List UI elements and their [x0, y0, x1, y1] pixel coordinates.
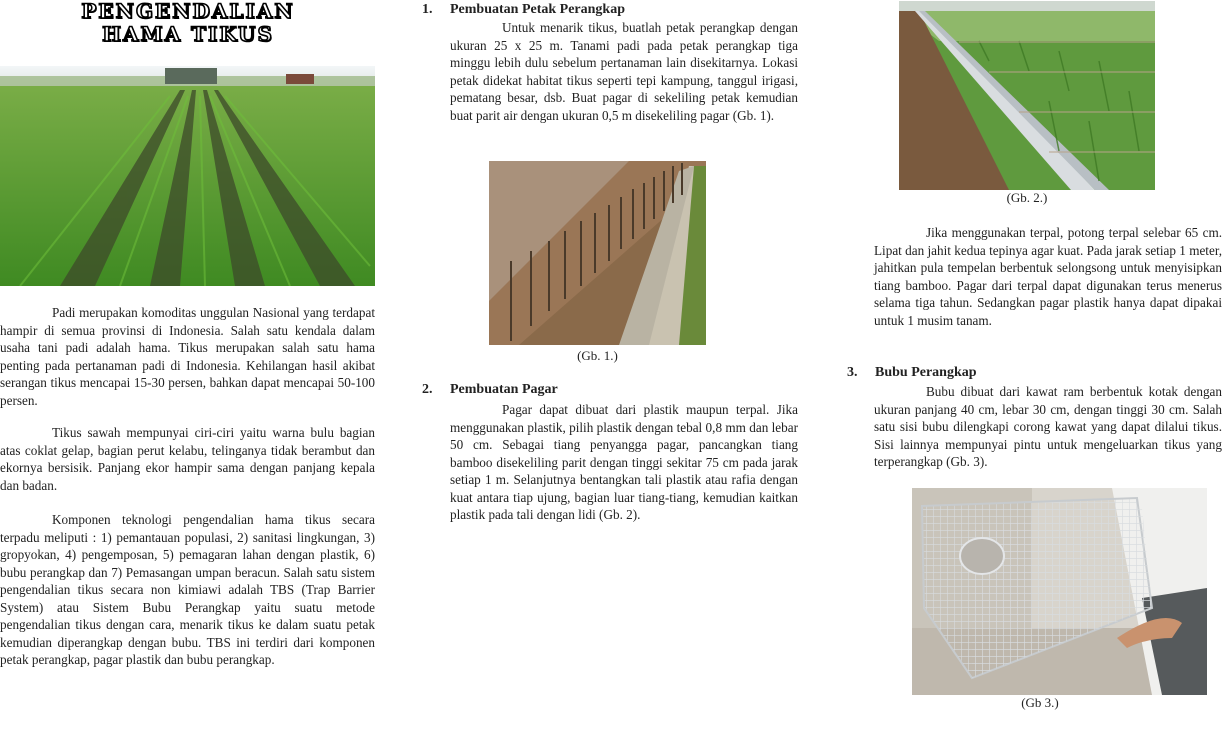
- title-line-2: HAMA TIKUS: [102, 22, 274, 46]
- section-2-number: 2.: [422, 382, 433, 397]
- intro-paragraph-3: Komponen teknologi pengendalian hama tikus secara terpadu meliputi : 1) pemantauan populasi, 2) sanitasi lingkungan, 3) gropyokan, 4) pengemposan, 5) pemagaran lahan dengan plastik, 6) bubu perangkap dan 7) Pemasangan umpan beracun. Salah satu sistem pengendalian tikus secara non kimiawi adalah TBS (Trap Barrier System) atau Sistem Bubu Perangkap yaitu suatu metode pengendalian tikus dengan cara, menarik tikus ke dalam suatu petak kemudian diperangkap dengan bubu. TBS ini terdiri dari komponen petak perangkap, pagar plastik dan bubu perangkap.: [0, 512, 375, 667]
- figure-3-caption: (Gb 3.): [1021, 695, 1059, 710]
- section-1-heading: [422, 1, 802, 18]
- section-3-text: Bubu dibuat dari kawat ram berbentuk kotak dengan ukuran panjang 40 cm, lebar 30 cm, dengan tinggi 30 cm. Salah satu sisi bubu dilengkapi corong kawat yang dapat dilalui tikus. Sisi lainnya mempunyai pintu untuk mengeluarkan tikus yang terperangkap (Gb. 3).: [874, 384, 1222, 469]
- section-2-title: Pembuatan Pagar: [450, 382, 558, 397]
- rice-field-photo: [0, 66, 375, 286]
- section-1-text: Untuk menarik tikus, buatlah petak perangkap dengan ukuran 25 x 25 m. Tanami padi pada petak perangkap tiga minggu lebih dulu sebelum pertanaman lain disekitarnya. Lokasi petak didekat habitat tikus seperti tepi kampung, tanggul irigasi, pematang besar, dsb. Buat pagar di sekeliling petak kemudian buat parit air dengan ukuran 0,5 m disekeliling pagar (Gb. 1).: [450, 20, 798, 123]
- figure-1-caption: (Gb. 1.): [577, 348, 618, 363]
- section-1-number: 1.: [422, 2, 433, 17]
- section-2-text: Pagar dapat dibuat dari plastik maupun terpal. Jika menggunakan plastik, pilih plastik dengan tebal 0,8 mm dan lebar 50 cm. Sebagai tiang penyangga pagar, pancangkan tiang bamboo disekeliling parit dengan tinggi sekitar 75 cm pada jarak setiap 1 m. Selanjutnya bentangkan tali plastik atau rafia dengan kuat antara tiap ujung, bagian luar tiang-tiang, kemudian kaitkan plastik pada tali dengan lidi (Gb. 2).: [450, 402, 798, 522]
- section-3-heading: [847, 364, 1222, 381]
- figure-1-photo: [489, 161, 706, 345]
- title-line-1: PENGENDALIAN: [81, 0, 295, 23]
- page-title: [0, 0, 376, 46]
- section-3-number: 3.: [847, 365, 858, 380]
- terpal-text: Jika menggunakan terpal, potong terpal selebar 65 cm. Lipat dan jahit kedua tepinya agar kuat. Pada jarak setiap 1 meter, jahitkan pula tempelan berbentuk selongsong untuk menyisipkan tiang bamboo. Pagar dari terpal dapat digunakan terus menerus selama tiga tahun. Sedangkan pagar plastik hanya dapat dipakai untuk 1 musim tanam.: [874, 225, 1222, 328]
- section-1-title: Pembuatan Petak Perangkap: [450, 2, 625, 17]
- section-3-title: Bubu Perangkap: [875, 365, 977, 380]
- section-2-heading: [422, 381, 802, 398]
- intro-paragraph-1: Padi merupakan komoditas unggulan Nasional yang terdapat hampir di semua provinsi di Indonesia. Salah satu kendala dalam usaha tani padi adalah hama. Tikus merupakan salah satu hama penting pada pertanaman padi di Indonesia. Kehilangan hasil akibat serangan tikus mencapai 15-30 persen, bahkan dapat mencapai 50-100 persen.: [0, 305, 375, 408]
- figure-2-caption: (Gb. 2.): [1006, 190, 1048, 205]
- figure-2-photo: [899, 1, 1155, 190]
- figure-3-photo: [912, 488, 1207, 695]
- intro-paragraph-2: Tikus sawah mempunyai ciri-ciri yaitu warna bulu bagian atas coklat gelap, bagian perut kelabu, telinganya tidak berambut dan ekornya bersisik. Panjang ekor hampir sama dengan panjang kepala dan badan.: [0, 425, 375, 493]
